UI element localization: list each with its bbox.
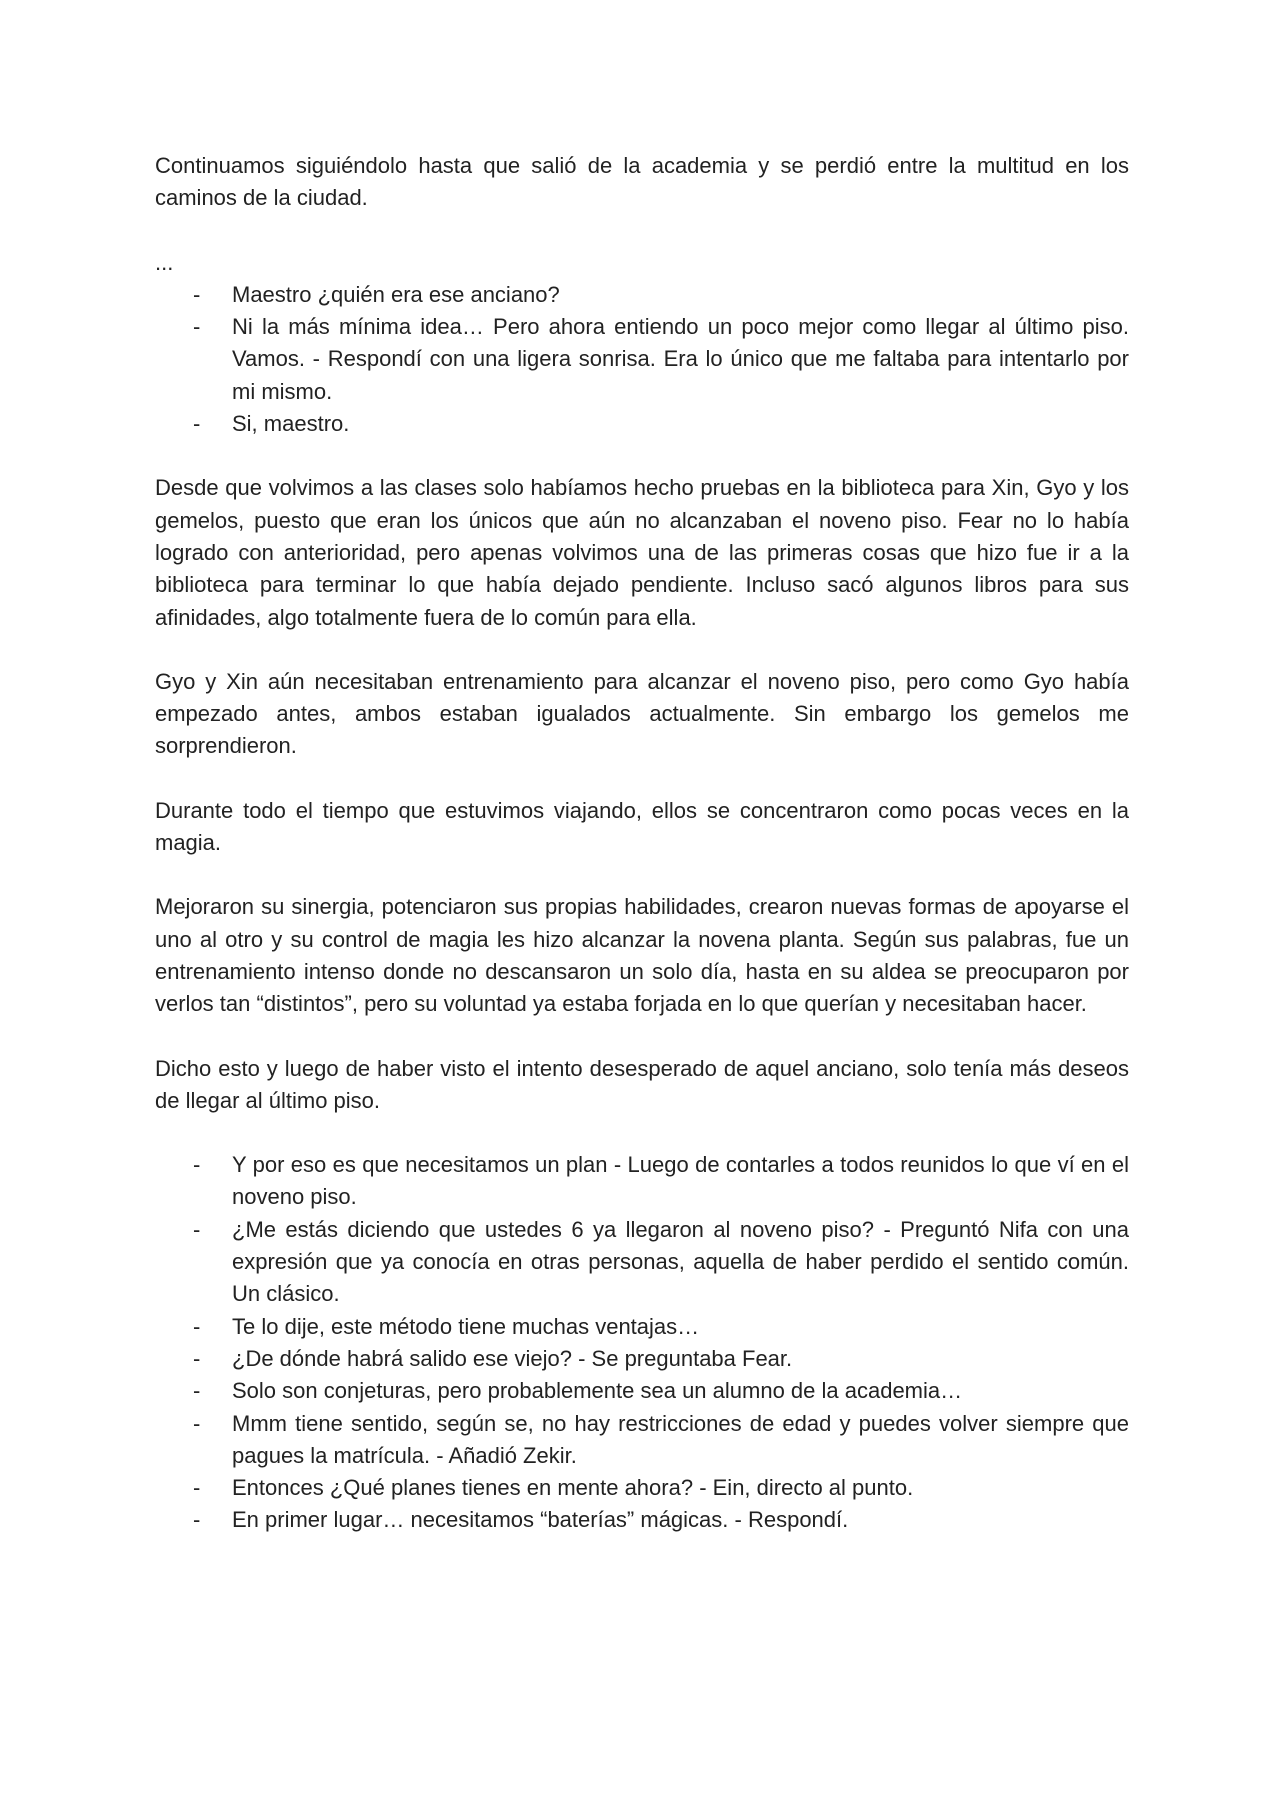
paragraph-1: Continuamos siguiéndolo hasta que salió de la academia y se perdió entre la multitud en los caminos de la ciudad. — [155, 153, 1129, 211]
dash-marker: - — [193, 1216, 201, 1242]
dialogue-text: Entonces ¿Qué planes tienes en mente ahora? - Ein, directo al punto. — [232, 1475, 914, 1501]
dash-marker: - — [193, 1475, 201, 1501]
dash-marker: - — [193, 1378, 201, 1404]
dash-marker: - — [193, 1507, 201, 1533]
dialogue-list-2 — [155, 1149, 1129, 1537]
scene-break: ... — [155, 249, 174, 275]
paragraph-4: Durante todo el tiempo que estuvimos viajando, ellos se concentraron como pocas veces en la magia. — [155, 797, 1129, 856]
dash-marker: - — [193, 1313, 201, 1339]
dialogue-line — [155, 311, 1129, 408]
dialogue-line — [155, 1311, 1129, 1343]
dialogue-text: Te lo dije, este método tiene muchas ventajas… — [232, 1313, 700, 1339]
document-page — [155, 150, 1129, 1569]
dialogue-text: Si, maestro. — [232, 411, 350, 437]
dash-marker: - — [193, 1345, 201, 1371]
dialogue-line — [155, 1408, 1129, 1473]
dialogue-text: ¿De dónde habrá salido ese viejo? - Se preguntaba Fear. — [232, 1345, 793, 1371]
dialogue-line — [155, 408, 1129, 440]
dialogue-line — [155, 1149, 1129, 1214]
dialogue-line — [155, 1343, 1129, 1375]
dialogue-line — [155, 1504, 1129, 1536]
dialogue-text: Y por eso es que necesitamos un plan - Luego de contarles a todos reunidos lo que ví en el noveno piso. — [232, 1152, 1129, 1210]
dash-marker: - — [193, 1410, 201, 1436]
paragraph-5: Mejoraron su sinergia, potenciaron sus propias habilidades, crearon nuevas formas de apoyarse el uno al otro y su control de magia les hizo alcanzar la novena planta. Según sus palabras, fue un entrenamiento intenso donde no descansaron un solo día, hasta en su aldea se preocuparon por verlos tan “distintos”, pero su voluntad ya estaba forjada en lo que querían y necesitaban hacer. — [155, 894, 1129, 1017]
dialogue-text: En primer lugar… necesitamos “baterías” mágicas. - Respondí. — [232, 1507, 849, 1533]
dash-marker: - — [193, 281, 201, 307]
dialogue-line — [155, 279, 1129, 311]
dash-marker: - — [193, 314, 201, 340]
paragraph-6: Dicho esto y luego de haber visto el intento desesperado de aquel anciano, solo tenía más deseos de llegar al último piso. — [155, 1055, 1129, 1113]
dialogue-text: Mmm tiene sentido, según se, no hay restricciones de edad y puedes volver siempre que pagues la matrícula. - Añadió Zekir. — [232, 1410, 1129, 1468]
paragraph-3: Gyo y Xin aún necesitaban entrenamiento para alcanzar el noveno piso, pero como Gyo había empezado antes, ambos estaban igualados actualmente. Sin embargo los gemelos me sorprendieron. — [155, 668, 1129, 759]
dialogue-text: Solo son conjeturas, pero probablemente sea un alumno de la academia… — [232, 1378, 963, 1404]
dialogue-text: Ni la más mínima idea… Pero ahora entiendo un poco mejor como llegar al último piso. Vamos. - Respondí con una ligera sonrisa. Era lo único que me faltaba para intentarlo por mi mismo. — [232, 314, 1129, 404]
dash-marker: - — [193, 1152, 201, 1178]
dialogue-text: ¿Me estás diciendo que ustedes 6 ya llegaron al noveno piso? - Preguntó Nifa con una expresión que ya conocía en otras personas, aquella de haber perdido el sentido común. Un clásico. — [232, 1216, 1129, 1307]
dialogue-list-1 — [155, 279, 1129, 440]
dialogue-line — [155, 1472, 1129, 1504]
dialogue-line — [155, 1214, 1129, 1311]
dialogue-text: Maestro ¿quién era ese anciano? — [232, 281, 560, 307]
paragraph-2: Desde que volvimos a las clases solo habíamos hecho pruebas en la biblioteca para Xin, Gyo y los gemelos, puesto que eran los únicos que aún no alcanzaban el noveno piso. Fear no lo había logrado con anterioridad, pero apenas volvimos una de las primeras cosas que hizo fue ir a la biblioteca para terminar lo que había dejado pendiente. Incluso sacó algunos libros para sus afinidades, algo totalmente fuera de lo común para ella. — [155, 475, 1129, 630]
dash-marker: - — [193, 411, 201, 437]
dialogue-line — [155, 1375, 1129, 1407]
